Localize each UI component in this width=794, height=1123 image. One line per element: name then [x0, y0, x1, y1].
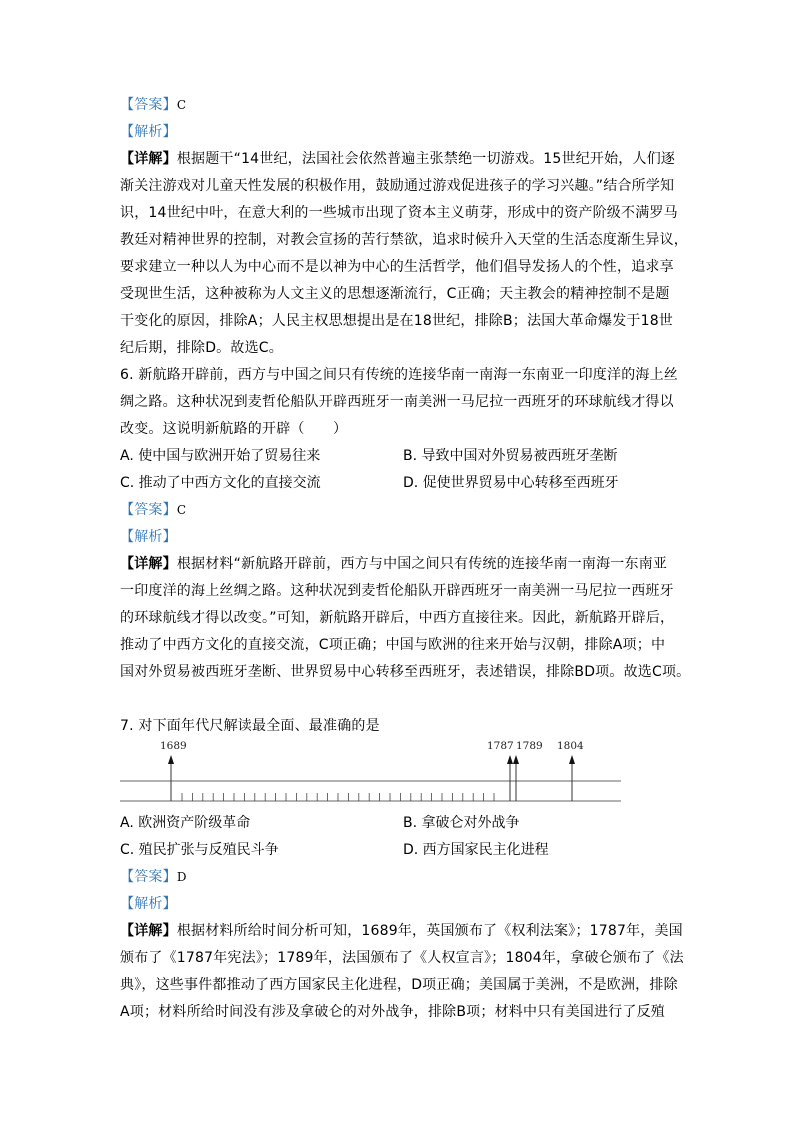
q7-option-b[interactable]: B. 拿破仑对外战争 — [403, 815, 520, 831]
q6-option-c[interactable]: C. 推动了中西方文化的直接交流 — [120, 475, 321, 491]
q6-option-d[interactable]: D. 促使世界贸易中心转移至西班牙 — [403, 475, 619, 491]
q7-option-d[interactable]: D. 西方国家民主化进程 — [403, 842, 549, 858]
q5-answer-value: C — [176, 98, 187, 112]
timeline-label-1789: 1789 — [516, 740, 543, 752]
stem-text: 6. 新航路开辟前，西方与中国之间只有传统的连接华南一南海一东南亚一印度洋的海上丝 — [120, 367, 679, 383]
q6-answer-line — [120, 497, 686, 524]
q6-stem-line — [120, 389, 686, 416]
timeline-ruler — [120, 740, 686, 810]
timeline-label-1689: 1689 — [160, 740, 187, 752]
timeline-label-1787: 1787 — [487, 740, 514, 752]
q7-answer-value: D — [176, 870, 187, 884]
detail-text: 的环球航线才得以改变。”可知，新航路开辟后，中西方直接往来。因此，新航路开辟后， — [120, 610, 675, 626]
analysis-label: 【解析】 — [120, 896, 177, 912]
q7-option-c[interactable]: C. 殖民扩张与反殖民斗争 — [120, 842, 279, 858]
detail-text: 要求建立一种以人为中心而不是以神为中心的生活哲学，他们倡导发扬人的个性，追求享 — [120, 259, 674, 275]
detail-text: 受现世生活，这种被称为人文主义的思想逐渐流行，C正确；天主教会的精神控制不是题 — [120, 286, 670, 302]
q5-detail-line — [120, 335, 686, 362]
detail-text: 根据题干“14世纪，法国社会依然普遍主张禁绝一切游戏。15世纪开始，人们逐 — [176, 151, 676, 167]
blank-line — [120, 686, 686, 713]
q6-analysis-line — [120, 524, 686, 551]
detail-label: 【详解】 — [120, 556, 177, 572]
q6-option-b[interactable]: B. 导致中国对外贸易被西班牙垄断 — [403, 448, 618, 464]
stem-text: 改变。这说明新航路的开辟（ ） — [120, 421, 348, 437]
q5-detail-line — [120, 308, 686, 335]
q7-detail-line — [120, 972, 686, 999]
stem-text: 7. 对下面年代尺解读最全面、最准确的是 — [120, 718, 380, 734]
detail-text: 根据材料所给时间分析可知，1689年，英国颁布了《权利法案》；1787年，美国 — [176, 923, 683, 939]
q6-stem-line — [120, 362, 686, 389]
detail-text: 一印度洋的海上丝绸之路。这种状况到麦哲伦船队开辟西班牙一南美洲一马尼拉一西班牙 — [120, 583, 674, 599]
detail-text: 典》，这些事件都推动了西方国家民主化进程，D项正确；美国属于美洲，不是欧洲，排除 — [120, 977, 678, 993]
detail-text: 教廷对精神世界的控制，对教会宣扬的苦行禁欲，追求时候升入天堂的生活态度渐生异议， — [120, 232, 688, 248]
q6-stem — [120, 362, 686, 443]
q6-detail-line — [120, 551, 686, 578]
q6-option-a[interactable]: A. 使中国与欧洲开始了贸易往来 — [120, 448, 321, 464]
q6-detail-line — [120, 632, 686, 659]
q5-answer-line — [120, 92, 686, 119]
q6-stem-line — [120, 416, 686, 443]
q5-detail-line — [120, 173, 686, 200]
q6-options-row-1 — [120, 443, 686, 470]
stem-text: 绸之路。这种状况到麦哲伦船队开辟西班牙一南美洲一马尼拉一西班牙的环球航线才得以 — [120, 394, 674, 410]
detail-text: 国对外贸易被西班牙垄断、世界贸易中心转移至西班牙，表述错误，排除BD项。故选C项。 — [120, 664, 691, 680]
detail-label: 【详解】 — [120, 923, 177, 939]
answer-label: 【答案】 — [120, 869, 177, 885]
q7-analysis-line — [120, 891, 686, 918]
answer-label: 【答案】 — [120, 97, 177, 113]
detail-label: 【详解】 — [120, 151, 177, 167]
q7-options-row-1 — [120, 810, 686, 837]
q6-detail-line — [120, 605, 686, 632]
detail-text: 渐关注游戏对儿童天性发展的积极作用，鼓励通过游戏促进孩子的学习兴趣。”结合所学知 — [120, 178, 675, 194]
detail-text: 颁布了《1787年宪法》；1789年，法国颁布了《人权宣言》；1804年，拿破仑颁布了《法 — [120, 950, 684, 966]
detail-text: 推动了中西方文化的直接交流，C项正确；中国与欧洲的往来开始与汉朝，排除A项；中 — [120, 637, 666, 653]
q6-options-row-2 — [120, 470, 686, 497]
q5-detail-line — [120, 146, 686, 173]
q6-detail — [120, 551, 691, 686]
detail-text: A项；材料所给时间没有涉及拿破仑的对外战争，排除B项；材料中只有美国进行了反殖 — [120, 1004, 665, 1020]
detail-text: 识，14世纪中叶，在意大利的一些城市出现了资本主义萌芽，形成中的资产阶级不满罗马 — [120, 205, 678, 221]
q6-detail-line — [120, 578, 686, 605]
q7-detail-line — [120, 945, 686, 972]
detail-text: 干变化的原因，排除A；人民主权思想提出是在18世纪，排除B；法国大革命爆发于18世 — [120, 313, 674, 329]
q5-analysis-line — [120, 119, 686, 146]
q5-detail-line — [120, 227, 686, 254]
q5-detail-line — [120, 281, 686, 308]
q7-answer-line — [120, 864, 686, 891]
answer-label: 【答案】 — [120, 502, 177, 518]
analysis-label: 【解析】 — [120, 124, 177, 140]
q5-detail-line — [120, 254, 686, 281]
q5-detail-line — [120, 200, 686, 227]
analysis-label: 【解析】 — [120, 529, 177, 545]
q7-detail-line — [120, 918, 686, 945]
q6-detail-line — [120, 659, 691, 686]
q7-option-a[interactable]: A. 欧洲资产阶级革命 — [120, 815, 251, 831]
document-page — [120, 92, 691, 1026]
detail-text: 纪后期，排除D。故选C。 — [120, 340, 283, 356]
detail-text: 根据材料“新航路开辟前，西方与中国之间只有传统的连接华南一南海一东南亚 — [176, 556, 668, 572]
timeline-label-1804: 1804 — [557, 740, 584, 752]
q5-detail — [120, 146, 686, 362]
q7-detail-line — [120, 999, 686, 1026]
q7-stem — [120, 713, 686, 740]
q7-detail — [120, 918, 686, 1026]
q6-answer-value: C — [176, 503, 187, 517]
q7-options-row-2 — [120, 837, 686, 864]
timeline-figure — [120, 740, 686, 810]
